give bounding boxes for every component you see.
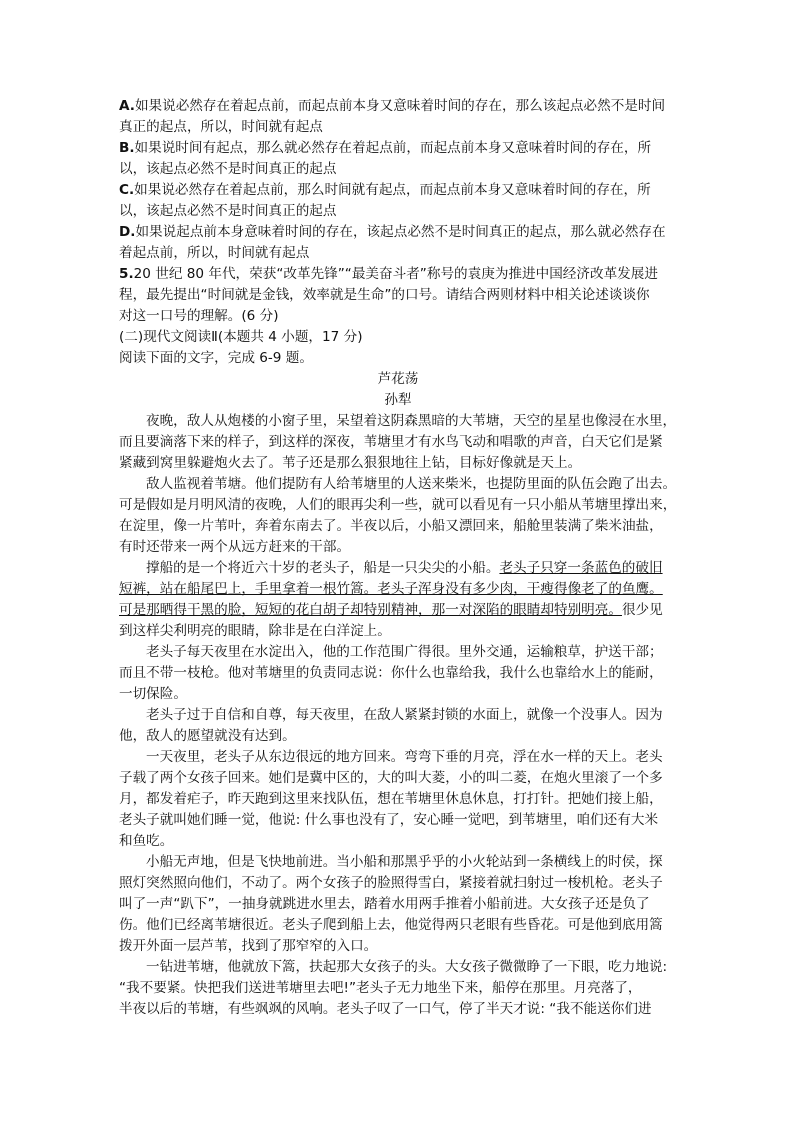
text-line: 一天夜里，老头子从东边很远的地方回来。弯弯下垂的月亮，浮在水一样的天上。老头 (146, 749, 663, 765)
section-heading: (二)现代文阅读Ⅱ(本题共 4 小题，17 分) (119, 329, 363, 345)
option-text: 如果说必然存在着起点前，而起点前本身又意味着时间的存在，那么该起点必然不是时间真正的起点，所以，时间就有起点 (119, 98, 666, 135)
plain-text: 撑船的是一个将近六十岁的老头子，船是一只尖尖的小船。 (146, 560, 500, 576)
text-line: 和鱼吃。 (119, 833, 174, 849)
article-paragraph-4 (119, 642, 677, 705)
question-5 (119, 264, 677, 327)
option-label: C. (119, 182, 135, 198)
article-author: 孙犁 (384, 392, 412, 408)
option-text: 如果说起点前本身意味着时间的存在，该起点必然不是时间真正的起点，那么就必然存在着起点前，所以，时间就有起点 (119, 224, 666, 261)
plain-text: 很少见 (621, 602, 663, 618)
option-label: A. (119, 98, 135, 114)
text-line: 而且不带一枝枪。他对苇塘里的负责同志说：你什么也靠给我，我什么也靠给水上的能耐， (119, 665, 663, 681)
article-title: 芦花荡 (377, 371, 419, 387)
text-line: 可是假如是月明风清的夜晚，人们的眼再尖利一些，就可以看见有一只小船从苇塘里撑出来， (119, 497, 677, 513)
option-text: 如果说必然存在着起点前，那么时间就有起点，而起点前本身又意味着时间的存在，所以，该起点必然不是时间真正的起点 (119, 182, 651, 219)
underlined-text: 可是那晒得干黑的脸，短短的花白胡子却特别精神，那一对深陷的眼睛却特别明亮。 (119, 602, 622, 618)
text-line: 小船无声地，但是飞快地前进。当小船和那黑乎乎的小火轮站到一条横线上的时侯，探 (146, 854, 663, 870)
text-line: 一钻进苇塘，他就放下篙，扶起那大女孩子的头。大女孩子微微睁了一下眼，吃力地说: (146, 959, 668, 975)
article-paragraph-8 (119, 957, 677, 1020)
text-line: 伤。他们已经离苇塘很近。老头子爬到船上去，他觉得两只老眼有些昏花。可是他到底用篙 (119, 917, 663, 933)
text-line: 一切保险。 (119, 686, 187, 702)
text-line: 老头子过于自信和自尊，每天夜里，在敌人紧紧封锁的水面上，就像一个没事人。因为 (146, 707, 663, 723)
text-line: 子载了两个女孩子回来。她们是冀中区的，大的叫大菱，小的叫二菱，在炮火里滚了一个多 (119, 770, 663, 786)
text-line (119, 558, 677, 579)
text-line: 夜晚，敌人从炮楼的小窗子里，呆望着这阴森黑暗的大苇塘，天空的星星也像浸在水里， (146, 413, 677, 429)
article-paragraph-5 (119, 705, 677, 747)
text-line (119, 600, 677, 621)
document-page (119, 96, 677, 1020)
option-label: B. (119, 140, 135, 156)
text-line: 老头子每天夜里在水淀出入，他的工作范围广得很。里外交通，运输粮草，护送干部； (146, 644, 663, 660)
section-instruction: 阅读下面的文字，完成 6-9 题。 (119, 350, 313, 366)
question-5-line: 对这一口号的理解。(6 分) (119, 308, 279, 324)
text-line: “我不要紧。快把我们送进苇塘里去吧!”老头子无力地坐下来，船停在那里。月亮落了， (119, 980, 642, 996)
text-line: 他，敌人的愿望就没有达到。 (119, 728, 296, 744)
article-paragraph-2 (119, 474, 677, 558)
underlined-text: 短裤，站在船尾巴上，手里拿着一根竹篙。老头子浑身没有多少肉，干瘦得像老了的鱼鹰。 (119, 581, 663, 597)
text-line: 而且要滴落下来的样子，到这样的深夜，苇塘里才有水鸟飞动和唱歌的声音，白天它们是紧 (119, 434, 663, 450)
q4-option-a (119, 96, 677, 138)
q4-option-b (119, 138, 677, 180)
article-paragraph-6 (119, 747, 677, 852)
text-line: 有时还带来一两个从远方赶来的干部。 (119, 539, 351, 555)
option-text: 如果说时间有起点，那么就必然存在着起点前，而起点前本身又意味着时间的存在，所以，该起点必然不是时间真正的起点 (119, 140, 652, 177)
option-label: D. (119, 224, 136, 240)
text-line: 老头子就叫她们睡一觉，他说: 什么事也没有了，安心睡一觉吧，到苇塘里，咱们还有大米 (119, 812, 659, 828)
article-paragraph-1 (119, 411, 677, 474)
q4-option-c (119, 180, 677, 222)
question-5-line (119, 264, 677, 285)
text-line: 半夜以后的苇塘，有些飒飒的风响。老头子叹了一口气，停了半天才说: “我不能送你们进 (119, 1001, 652, 1017)
question-5-line: 程，最先提出“时间就是金钱，效率就是生命”的口号。请结合两则材料中相关论述谈谈你 (119, 287, 650, 303)
question-number: 5. (119, 266, 134, 282)
question-text: 20 世纪 80 年代，荣获“改革先锋”“最美奋斗者”称号的袁庚为推进中国经济改革发展进 (133, 266, 658, 282)
article-paragraph-7 (119, 852, 677, 957)
underlined-text: 老头子只穿一条蓝色的破旧 (499, 560, 663, 576)
text-line: 月，都发着疟子，昨天跑到这里来找队伍，想在苇塘里休息休息，打打针。把她们接上船， (119, 791, 663, 807)
article-paragraph-3 (119, 558, 677, 642)
text-line: 在淀里，像一片苇叶，奔着东南去了。半夜以后，小船又漂回来，船舱里装满了柴米油盐， (119, 518, 663, 534)
text-line: 到这样尖利明亮的眼睛，除非是在白洋淀上。 (119, 623, 391, 639)
text-line: 紧藏到窝里躲避炮火去了。苇子还是那么狠狠地往上钻，目标好像就是天上。 (119, 455, 582, 471)
q4-option-d (119, 222, 677, 264)
text-line: 照灯突然照向他们，不动了。两个女孩子的脸照得雪白，紧接着就扫射过一梭机枪。老头子 (119, 875, 663, 891)
text-line: 叫了一声“趴下”，一抽身就跳进水里去，踏着水用两手推着小船前进。大女孩子还是负了 (119, 896, 650, 912)
text-line: 敌人监视着苇塘。他们提防有人给苇塘里的人送来柴米，也提防里面的队伍会跑了出去。 (146, 476, 677, 492)
text-line: 拨开外面一层芦苇，找到了那窄窄的入口。 (119, 938, 378, 954)
